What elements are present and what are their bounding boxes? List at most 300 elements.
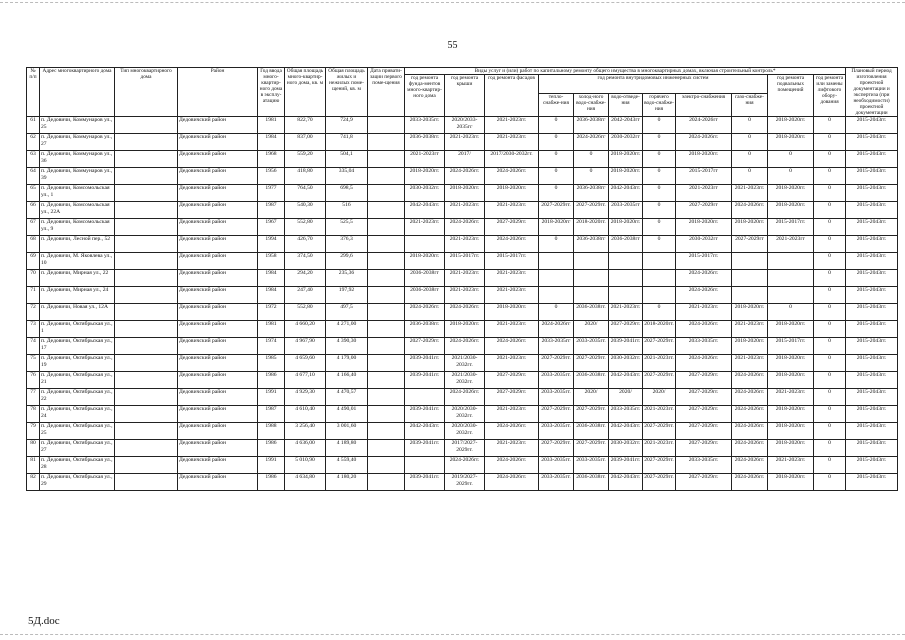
cell-total-area: 4 610,40 [285,406,326,423]
cell-lift: 0 [814,355,846,372]
cell-cold-water: 0 [574,151,609,168]
cell-roof: 2024-2026гг. [445,457,485,474]
cell-facade: 2017/2030-2032гг. [485,151,539,168]
cell-building-type [115,151,178,168]
table-row [27,406,898,423]
cell-total-area: 426,70 [285,236,326,253]
cell-no: 81 [27,457,40,474]
cell-drainage: 2030-2032гг [609,134,643,151]
cell-roof: 2017/ [445,151,485,168]
cell-address: п. Дедовичи, Октябрьская ул., 28 [40,457,115,474]
cell-plan-period: 2015-2043гг. [846,151,898,168]
cell-lift: 0 [814,219,846,236]
cell-no: 71 [27,287,40,304]
cell-facade: 2024-2026гг. [485,168,539,185]
cell-foundation: 2036-2038гг [405,270,445,287]
cell-basement: 2018-2020гг. [768,423,814,440]
cell-plan-period: 2015-2043гг. [846,253,898,270]
cell-privatization [368,389,405,406]
cell-roof: 2020/2033-2035гг [445,117,485,134]
cell-facade: 2021-2023гг. [485,134,539,151]
cell-heat: 2033-2035гг. [539,457,574,474]
cell-drainage: 2021-2023гг. [609,304,643,321]
cell-facade: 2018-2020гг. [485,304,539,321]
cell-address: п. Дедовичи, Коммунаров ул., 25 [40,117,115,134]
cell-heat: 0 [539,185,574,202]
cell-address: п. Дедовичи, Коммунаров ул., 27 [40,134,115,151]
cell-roof: 2015-2017гг. [445,253,485,270]
cell-address: п. Дедовичи, Комсомольская ул., 9 [40,219,115,236]
cell-address: п. Дедовичи, Коммунаров ул., 39 [40,168,115,185]
cell-facade: 2024-2026гг. [485,457,539,474]
cell-building-type [115,338,178,355]
cell-total-area: 5 010,90 [285,457,326,474]
cell-district: Дедовичский район [178,168,258,185]
header-gas: газо-снабже-ния [732,94,768,117]
cell-total-area: 247,40 [285,287,326,304]
cell-no: 65 [27,185,40,202]
cell-heat: 0 [539,236,574,253]
cell-no: 79 [27,423,40,440]
cell-heat: 2027-2029гг. [539,406,574,423]
cell-cold-water: 2024-2026гг [574,134,609,151]
cell-no: 76 [27,372,40,389]
cell-total-area: 4 636,00 [285,440,326,457]
cell-living-area: 376,3 [326,236,368,253]
cell-year: 1981 [258,117,285,134]
cell-living-area: 4 189,80 [326,440,368,457]
cell-building-type [115,474,178,491]
table-row [27,236,898,253]
cell-building-type [115,134,178,151]
cell-roof: 2021/2030-2032гг. [445,372,485,389]
cell-roof: 2020/2030-2032гг. [445,423,485,440]
cell-basement: 2018-2020гг. [768,406,814,423]
cell-gas [732,270,768,287]
cell-year: 1991 [258,457,285,474]
cell-privatization [368,202,405,219]
cell-year: 1968 [258,151,285,168]
cell-foundation [405,236,445,253]
cell-electricity: 2033-2035гг. [676,457,732,474]
cell-privatization [368,423,405,440]
cell-total-area: 552,80 [285,304,326,321]
cell-gas: 2024-2026гг. [732,423,768,440]
cell-district: Дедовичский район [178,202,258,219]
cell-plan-period: 2015-2043гг. [846,287,898,304]
cell-hot-water [643,270,676,287]
header-no: № п/п [27,68,40,117]
table-row [27,168,898,185]
table-row [27,134,898,151]
cell-drainage: 2042-2043гг. [609,474,643,491]
cell-gas: 0 [732,151,768,168]
cell-basement: 2018-2020гг. [768,321,814,338]
cell-roof: 2018-2020гг. [445,321,485,338]
cell-foundation [405,389,445,406]
cell-hot-water: 2021-2023гг. [643,355,676,372]
cell-foundation: 2021-2023гг. [405,219,445,236]
cell-heat: 2033-2035гг. [539,372,574,389]
cell-address: п. Дедовичи, Коммунаров ул., 36 [40,151,115,168]
cell-foundation: 2036-2038гг. [405,134,445,151]
cell-roof: 2024-2026гг. [445,219,485,236]
cell-gas: 2018-2020гг. [732,219,768,236]
cell-facade: 2021-2023гг. [485,117,539,134]
cell-district: Дедовичский район [178,236,258,253]
cell-privatization [368,474,405,491]
cell-cold-water: 2033-2035гг. [574,457,609,474]
cell-total-area: 764,50 [285,185,326,202]
cell-electricity: 2018-2020гг. [676,151,732,168]
cell-roof: 2021/2030-2032гг. [445,355,485,372]
cell-building-type [115,202,178,219]
cell-basement [768,253,814,270]
cell-address: п. Дедовичи, Октябрьская ул., 22 [40,389,115,406]
cell-no: 77 [27,389,40,406]
cell-plan-period: 2015-2043гг. [846,117,898,134]
cell-roof: 2021-2023гг. [445,202,485,219]
cell-electricity: 2018-2020гг. [676,219,732,236]
cell-cold-water: 2020/ [574,389,609,406]
cell-facade: 2021-2023гг. [485,406,539,423]
cell-district: Дедовичский район [178,270,258,287]
cell-facade: 2027-2029гг. [485,372,539,389]
cell-drainage: 2042-2043гг. [609,423,643,440]
cell-year: 1977 [258,185,285,202]
cell-foundation: 2039-2041гг. [405,474,445,491]
cell-gas: 2024-2026гг. [732,440,768,457]
cell-district: Дедовичский район [178,423,258,440]
cell-no: 80 [27,440,40,457]
cell-lift: 0 [814,134,846,151]
cell-hot-water: 0 [643,168,676,185]
table-row [27,389,898,406]
cell-lift: 0 [814,236,846,253]
cell-gas: 2018-2020гг. [732,304,768,321]
cell-address: п. Дедовичи, Комсомольская ул., 1 [40,185,115,202]
cell-foundation: 2024-2026гг. [405,304,445,321]
bottom-scan-edge [0,634,905,635]
top-scan-edge [0,2,905,3]
cell-basement: 2021-2023гг [768,236,814,253]
cell-lift: 0 [814,287,846,304]
cell-total-area: 552,80 [285,219,326,236]
cell-living-area: 4 180,20 [326,474,368,491]
cell-drainage [609,253,643,270]
header-privatization: Дата привати-зации первого поме-щения [368,68,405,117]
cell-building-type [115,406,178,423]
cell-lift: 0 [814,168,846,185]
cell-living-area: 698,5 [326,185,368,202]
cell-gas: 0 [732,134,768,151]
cell-lift: 0 [814,406,846,423]
table-row [27,338,898,355]
cell-total-area: 4 634,80 [285,474,326,491]
header-heat: тепло-снабже-ния [539,94,574,117]
cell-total-area: 294,20 [285,270,326,287]
cell-no: 82 [27,474,40,491]
cell-heat: 2033-2035гг. [539,474,574,491]
cell-heat [539,287,574,304]
cell-building-type [115,168,178,185]
cell-no: 66 [27,202,40,219]
cell-drainage: 2033-2035гг [609,202,643,219]
cell-basement: 2021-2023гг. [768,457,814,474]
cell-total-area: 4 967,90 [285,338,326,355]
cell-year: 1994 [258,236,285,253]
table-row [27,457,898,474]
cell-address: п. Дедовичи, Мирная ул., 24 [40,287,115,304]
cell-electricity: 2027-2029гг. [676,372,732,389]
cell-no: 67 [27,219,40,236]
cell-district: Дедовичский район [178,440,258,457]
cell-facade: 2021-2023гг. [485,270,539,287]
cell-cold-water: 2027-2029гг. [574,202,609,219]
header-living-area: Общая площадь жилых и нежилых поме-щений, кв. м [326,68,368,117]
cell-living-area: 724,9 [326,117,368,134]
cell-district: Дедовичский район [178,338,258,355]
cell-roof: 2019/2027-2029гг. [445,474,485,491]
cell-basement: 2018-2020гг. [768,134,814,151]
cell-lift: 0 [814,270,846,287]
cell-drainage: 2039-2041гг. [609,457,643,474]
cell-district: Дедовичский район [178,406,258,423]
cell-hot-water: 0 [643,219,676,236]
cell-electricity: 2024-2026гг. [676,321,732,338]
cell-hot-water: 0 [643,202,676,219]
cell-electricity: 2027-2029гг. [676,389,732,406]
cell-no: 74 [27,338,40,355]
cell-facade: 2021-2023гг. [485,287,539,304]
cell-heat: 2027-2029гг. [539,440,574,457]
cell-district: Дедовичский район [178,321,258,338]
cell-no: 68 [27,236,40,253]
cell-privatization [368,168,405,185]
header-engineering-systems: год ремонта внутридомовых инженерных систем [539,75,768,94]
cell-facade: 2027-2029гг. [485,219,539,236]
cell-total-area: 4 929,30 [285,389,326,406]
cell-roof: 2024-2026гг. [445,304,485,321]
cell-address: п. Дедовичи, М. Яковлева ул., 10 [40,253,115,270]
cell-facade: 2021-2023гг. [485,440,539,457]
cell-no: 73 [27,321,40,338]
cell-hot-water: 0 [643,134,676,151]
cell-plan-period: 2015-2043гг. [846,372,898,389]
cell-total-area: 540,30 [285,202,326,219]
table-row [27,202,898,219]
cell-basement: 2018-2020гг. [768,372,814,389]
cell-heat [539,270,574,287]
cell-living-area: 4 490,01 [326,406,368,423]
cell-gas: 2021-2023гг. [732,185,768,202]
cell-cold-water: 2036-2038гг. [574,372,609,389]
cell-address: п. Дедовичи, Комсомольская ул., 22А [40,202,115,219]
cell-total-area: 837,00 [285,134,326,151]
cell-total-area: 374,50 [285,253,326,270]
cell-year: 1974 [258,338,285,355]
cell-privatization [368,134,405,151]
cell-hot-water [643,253,676,270]
cell-privatization [368,457,405,474]
cell-drainage: 2036-2038гг [609,236,643,253]
cell-electricity: 2024-2026гг. [676,355,732,372]
cell-address: п. Дедовичи, Октябрьская ул., 21 [40,372,115,389]
cell-drainage: 2018-2020гг. [609,168,643,185]
cell-plan-period: 2015-2043гг. [846,202,898,219]
table-row [27,253,898,270]
cell-building-type [115,287,178,304]
cell-cold-water: 2027-2029гг. [574,406,609,423]
header-basement: год ремонта подвальных помещений [768,75,814,117]
cell-electricity: 2015-2017гг. [676,253,732,270]
cell-facade: 2027-2029гг. [485,389,539,406]
cell-heat: 0 [539,134,574,151]
cell-heat [539,253,574,270]
cell-cold-water [574,287,609,304]
cell-foundation: 2018-2020гг. [405,168,445,185]
cell-address: п. Дедовичи, Октябрьская ул., 17 [40,338,115,355]
cell-heat: 2027-2029гг. [539,355,574,372]
cell-total-area: 4 659,60 [285,355,326,372]
cell-hot-water: 2027-2029гг. [643,338,676,355]
cell-privatization [368,372,405,389]
cell-drainage: 2039-2041гг. [609,338,643,355]
cell-lift: 0 [814,202,846,219]
cell-privatization [368,270,405,287]
cell-district: Дедовичский район [178,389,258,406]
cell-year: 1958 [258,253,285,270]
cell-heat: 0 [539,168,574,185]
table-row [27,117,898,134]
cell-no: 63 [27,151,40,168]
cell-plan-period: 2015-2043гг. [846,389,898,406]
cell-lift: 0 [814,321,846,338]
cell-plan-period: 2015-2043гг. [846,185,898,202]
cell-drainage: 2042-2043гг. [609,372,643,389]
cell-district: Дедовичский район [178,304,258,321]
cell-lift: 0 [814,117,846,134]
cell-drainage: 2018-2020гг. [609,219,643,236]
cell-address: п. Дедовичи, Лесной пер., 52 [40,236,115,253]
cell-privatization [368,440,405,457]
cell-foundation: 2021-2023гг [405,151,445,168]
cell-privatization [368,117,405,134]
cell-basement: 2018-2020гг. [768,440,814,457]
cell-building-type [115,117,178,134]
cell-hot-water: 2018-2020гг. [643,321,676,338]
cell-year: 1984 [258,270,285,287]
cell-gas: 2018-2020гг. [732,338,768,355]
cell-basement: 2018-2020гг. [768,117,814,134]
cell-cold-water: 2027-2029гг. [574,355,609,372]
cell-drainage [609,270,643,287]
cell-privatization [368,321,405,338]
cell-foundation: 2033-2035гг. [405,117,445,134]
cell-privatization [368,151,405,168]
cell-basement [768,270,814,287]
cell-facade: 2024-2026гг. [485,423,539,440]
cell-privatization [368,338,405,355]
cell-cold-water: 2036-2038гг. [574,304,609,321]
header-cold-water: холод-ного водо-снабже-ния [574,94,609,117]
cell-roof: 2017/2027-2029гг. [445,440,485,457]
cell-plan-period: 2015-2043гг. [846,168,898,185]
cell-no: 70 [27,270,40,287]
cell-living-area: 299,6 [326,253,368,270]
header-works-group: Виды услуг и (или) работ по капитальному ремонту общего имущества в многоквартирных домах, включая строительный контроль* [405,68,846,75]
header-facade: год ремонта фасадов [485,75,539,117]
cell-roof: 2021-2023гг. [445,287,485,304]
cell-building-type [115,355,178,372]
cell-basement: 0 [768,168,814,185]
cell-plan-period: 2015-2043гг. [846,270,898,287]
cell-hot-water: 2021-2023гг. [643,406,676,423]
cell-address: п. Дедовичи, Новая ул., 12А [40,304,115,321]
cell-building-type [115,457,178,474]
cell-gas: 2024-2026гг. [732,389,768,406]
cell-no: 69 [27,253,40,270]
cell-plan-period: 2015-2043гг. [846,134,898,151]
header-row-1 [27,68,898,75]
cell-drainage: 2027-2029гг. [609,321,643,338]
cell-foundation: 2042-2043гг. [405,423,445,440]
cell-gas: 0 [732,168,768,185]
cell-hot-water: 2027-2029гг. [643,457,676,474]
cell-cold-water [574,253,609,270]
cell-living-area: 4 271,00 [326,321,368,338]
cell-heat: 0 [539,151,574,168]
cell-drainage: 2020/ [609,389,643,406]
cell-year: 1972 [258,304,285,321]
cell-living-area: 235,36 [326,270,368,287]
cell-electricity: 2021-2023гг. [676,304,732,321]
cell-drainage [609,287,643,304]
cell-plan-period: 2015-2043гг. [846,355,898,372]
cell-gas [732,253,768,270]
cell-lift: 0 [814,372,846,389]
cell-gas: 2024-2026гг. [732,372,768,389]
cell-heat: 2033-2035гг. [539,389,574,406]
cell-roof: 2024-2026гг. [445,338,485,355]
cell-year: 1987 [258,202,285,219]
table-row [27,151,898,168]
cell-basement: 0 [768,304,814,321]
cell-cold-water: 0 [574,168,609,185]
cell-lift: 0 [814,474,846,491]
header-year: Год ввода много-квартир-ного дома в эксплу-атацию [258,68,285,117]
cell-drainage: 2018-2020гг. [609,151,643,168]
cell-electricity: 2021-2023гг [676,185,732,202]
cell-plan-period: 2015-2043гг. [846,423,898,440]
cell-hot-water [643,287,676,304]
cell-plan-period: 2015-2043гг. [846,321,898,338]
cell-lift: 0 [814,304,846,321]
cell-building-type [115,423,178,440]
cell-total-area: 418,80 [285,168,326,185]
cell-basement: 2018-2020гг. [768,185,814,202]
table-row [27,185,898,202]
cell-drainage: 2042-2043гг [609,117,643,134]
cell-facade: 2024-2026гг. [485,338,539,355]
table-row [27,440,898,457]
cell-total-area: 4 677,10 [285,372,326,389]
cell-plan-period: 2015-2043гг. [846,236,898,253]
cell-basement [768,287,814,304]
cell-hot-water: 2027-2029гг. [643,372,676,389]
cell-electricity: 2027-2029гг. [676,423,732,440]
cell-building-type [115,270,178,287]
